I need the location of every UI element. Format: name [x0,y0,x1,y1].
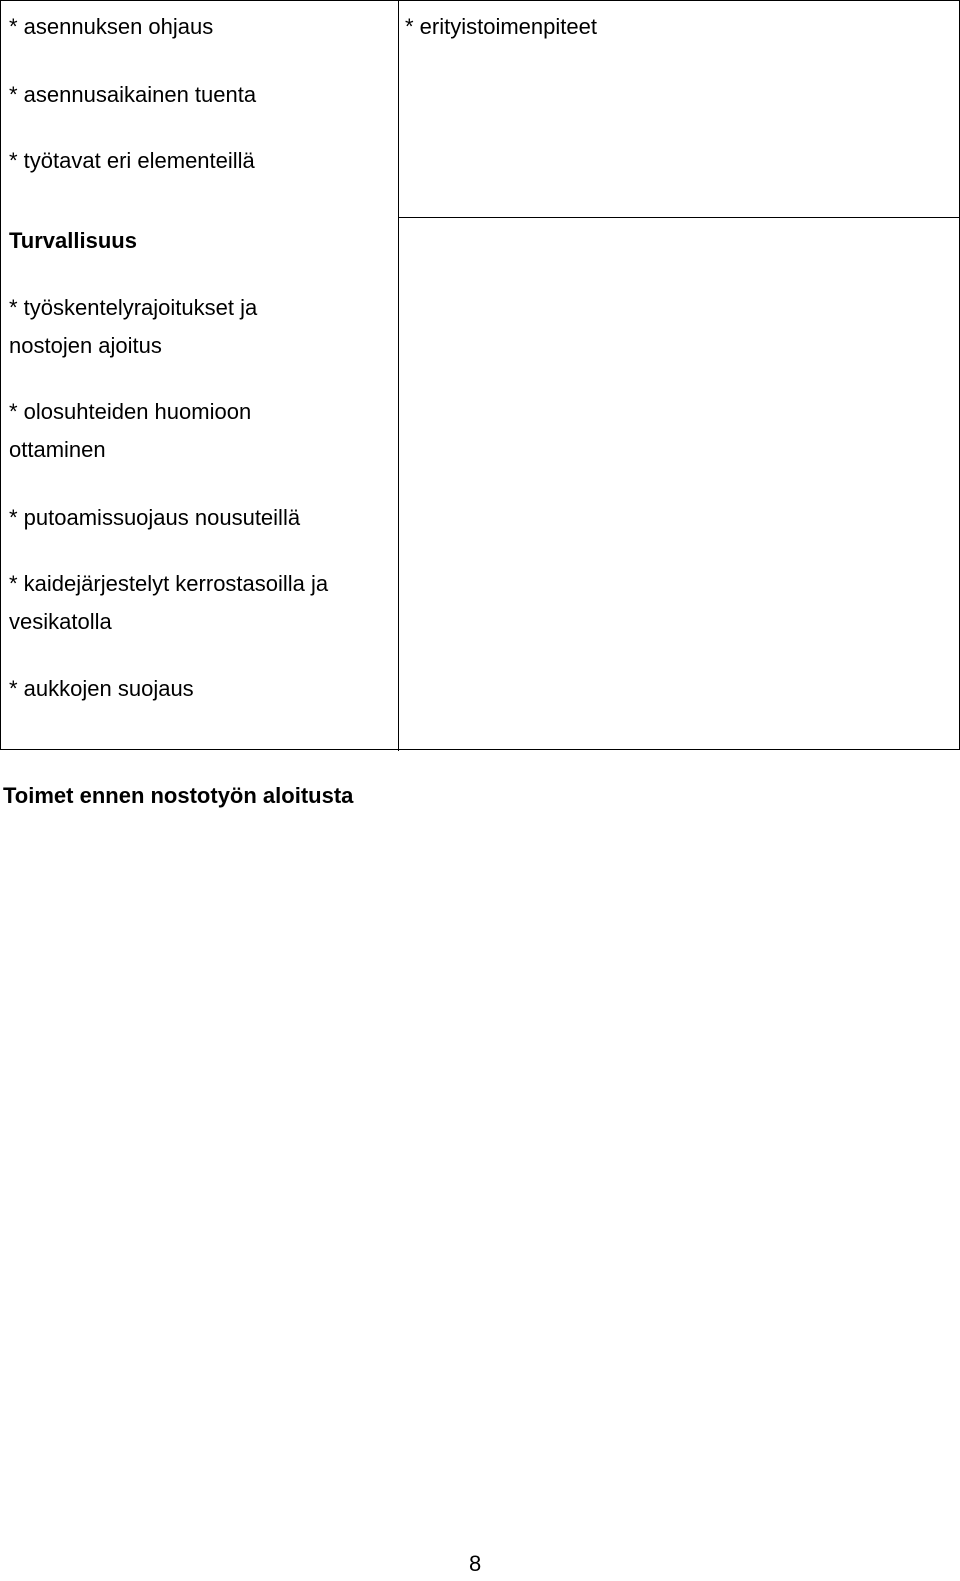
list-item: * asennuksen ohjaus [9,14,214,39]
list-item: * erityistoimenpiteet [405,14,597,39]
list-item: * aukkojen suojaus [9,676,194,701]
list-item: * työskentelyrajoitukset ja [9,295,258,320]
row-divider [398,217,960,218]
content-table [0,0,960,750]
list-item: * olosuhteiden huomioon [9,399,252,424]
section-heading: Toimet ennen nostotyön aloitusta [3,783,354,808]
list-item-continuation: nostojen ajoitus [9,333,162,358]
page-number: 8 [469,1551,482,1576]
list-item: * kaidejärjestelyt kerrostasoilla ja [9,571,329,596]
list-item-continuation: vesikatolla [9,609,112,634]
list-item: * putoamissuojaus nousuteillä [9,505,301,530]
column-divider [398,1,399,751]
list-item: * asennusaikainen tuenta [9,82,257,107]
list-item-continuation: ottaminen [9,437,106,462]
section-title: Turvallisuus [9,228,137,253]
list-item: * työtavat eri elementeillä [9,148,255,173]
